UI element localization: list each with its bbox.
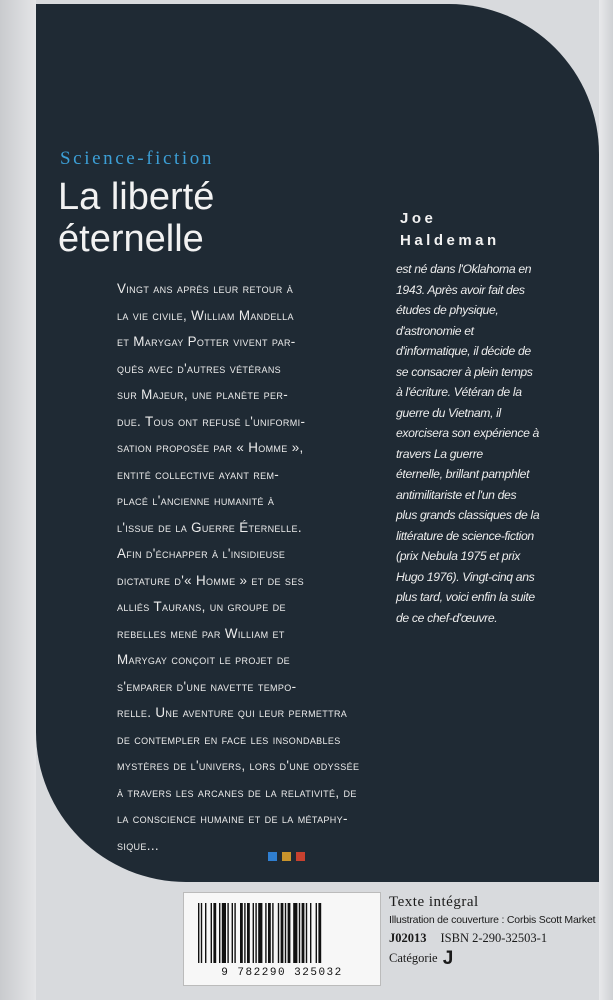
blurb-line: sique... [117, 837, 159, 853]
blurb-line: la vie civile, William Mandella [117, 307, 294, 323]
barcode-digits: 9 782290 325032 [221, 967, 343, 979]
author-line: Haldeman [400, 232, 500, 249]
barcode-bar [227, 903, 228, 963]
bio-line: Hugo 1976). Vingt-cinq ans [396, 569, 535, 584]
bio-line: éternelle, brillant pamphlet [396, 467, 530, 481]
blurb-line: rebelles mené par William et [117, 625, 285, 641]
bio-line: exorcisera son expérience à [396, 426, 539, 440]
barcode-bar [255, 903, 256, 963]
barcode-bar [253, 903, 254, 963]
barcode-bar [213, 903, 216, 963]
barcode-bar [219, 903, 220, 963]
blurb-line: Afin d'échapper à l'insidieuse [117, 546, 286, 561]
blurb-line: Vingt ans après leur retour à [117, 281, 294, 296]
bio-line: guerre du Vietnam, il [396, 405, 501, 420]
bio-line: est né dans l'Oklahoma en [396, 262, 532, 276]
barcode-bar [211, 903, 212, 963]
blurb-line: à travers les arcanes de la relativité, de [117, 784, 357, 800]
barcode-bar [234, 903, 235, 963]
bio-line: à l'écriture. Vétéran de la [396, 385, 522, 399]
barcode-bar [281, 903, 284, 963]
text-integral-label: Texte intégral [389, 894, 479, 910]
blurb-line: placé l'ancienne humanité à [117, 493, 275, 508]
blurb-line: s'emparer d'une navette tempo- [117, 678, 297, 694]
barcode-bar [232, 903, 233, 963]
bio-line: antimilitariste et l'un des [396, 487, 517, 502]
product-code: J02013 [389, 931, 427, 945]
blurb-line: sur Majeur, une planète per- [117, 387, 289, 402]
bio-line: littérature de science-fiction [396, 528, 534, 543]
cover-right-edge [599, 0, 613, 1000]
bio-line: travers La guerre [396, 446, 483, 461]
legal-info [389, 893, 604, 969]
category-line [389, 948, 604, 969]
barcode-bar [318, 903, 321, 963]
barcode-bars [194, 903, 370, 965]
barcode-bar [265, 903, 266, 963]
author-name [400, 208, 500, 252]
barcode-bar [278, 903, 279, 963]
blurb-line: dictature d'« Homme » et de ses [117, 572, 304, 588]
barcode-bar [293, 903, 297, 963]
barcode-bar [222, 903, 226, 963]
blurb-line: qués avec d'autres vétérans [117, 360, 282, 376]
barcode-bar [306, 903, 307, 963]
title-line: La liberté [58, 176, 215, 218]
barcode-bar [299, 903, 300, 963]
blurb-line: l'issue de la Guerre Éternelle. [117, 519, 302, 535]
color-dots [268, 848, 310, 857]
barcode-bar [201, 903, 202, 963]
barcode-bar [302, 903, 305, 963]
bio-line: (prix Nebula 1975 et prix [396, 549, 521, 563]
barcode-bar [316, 903, 317, 963]
barcode-bar [272, 903, 273, 963]
blurb-line: entité collective ayant rem- [117, 466, 280, 482]
blue-dot [268, 852, 277, 861]
barcode-bar [288, 903, 291, 963]
blurb-line: mystères de l'univers, lors d'une odyssée [117, 758, 360, 773]
title-line: éternelle [58, 218, 204, 260]
barcode-bar [247, 903, 250, 963]
barcode [183, 892, 381, 986]
red-dot [296, 852, 305, 861]
category-value: J [442, 948, 454, 969]
category-label: Catégorie [389, 951, 438, 965]
genre-label: Science-fiction [60, 148, 215, 169]
blurb-line: la conscience humaine et de la métaphy- [117, 811, 348, 826]
bio-line: d'informatique, il décide de [396, 344, 531, 358]
barcode-bar [198, 903, 199, 963]
book-title [58, 176, 214, 260]
bio-line: plus grands classiques de la [396, 508, 540, 522]
bio-line: études de physique, [396, 303, 499, 317]
barcode-bar [258, 903, 262, 963]
blurb-line: due. Tous ont refusé l'uniformi- [117, 413, 306, 429]
barcode-bar [244, 903, 245, 963]
bio-line: se consacrer à plein temps [396, 364, 533, 379]
blurb-line: Marygay conçoit le projet de [117, 652, 291, 667]
author-bio [396, 259, 579, 628]
barcode-bar [205, 903, 206, 963]
blurb-line: alliés Taurans, un groupe de [117, 599, 286, 614]
blurb-line: et Marygay Potter vivent par- [117, 334, 296, 349]
cover-left-edge [0, 0, 36, 1000]
author-line: Joe [400, 210, 437, 227]
book-blurb [117, 276, 397, 859]
barcode-bar [285, 903, 286, 963]
bio-line: plus tard, voici enfin la suite [396, 590, 535, 604]
code-isbn-line [389, 928, 604, 948]
blurb-line: de contempler en face les insondables [117, 731, 341, 747]
blurb-line: relle. Une aventure qui leur permettra [117, 705, 348, 720]
orange-dot [282, 852, 291, 861]
bio-line: 1943. Après avoir fait des [396, 282, 525, 297]
blurb-line: sation proposée par « Homme », [117, 440, 304, 455]
illustration-credit: Illustration de couverture : Corbis Scott Market [389, 914, 596, 926]
bio-line: d'astronomie et [396, 323, 474, 338]
barcode-bar [240, 903, 243, 963]
bio-line: de ce chef-d'œuvre. [396, 610, 498, 625]
barcode-bar [310, 903, 311, 963]
barcode-bar [268, 903, 271, 963]
isbn-number: ISBN 2-290-32503-1 [440, 931, 548, 945]
